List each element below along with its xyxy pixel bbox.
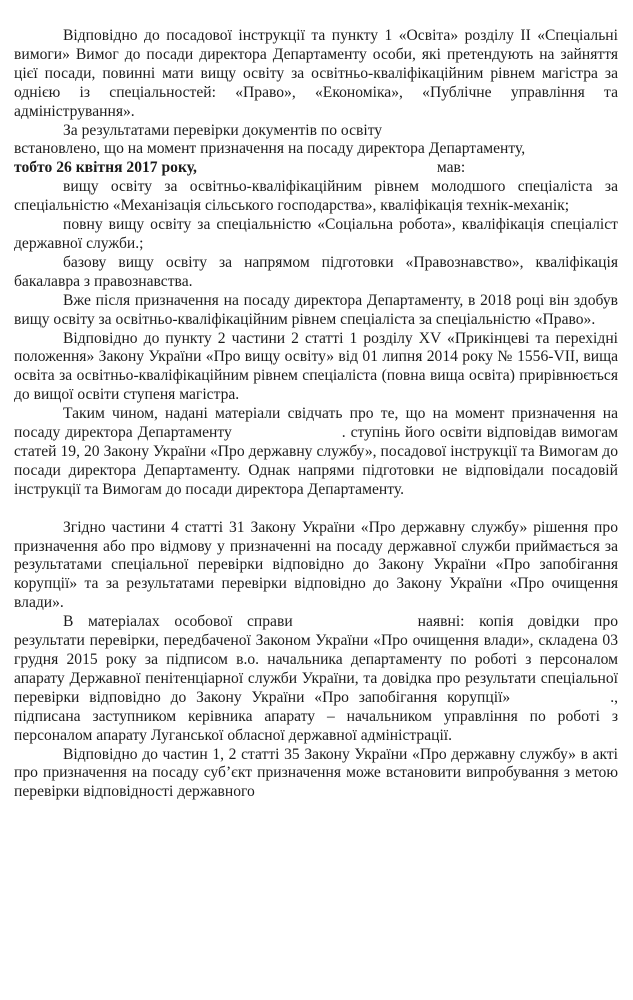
personal-file-text-end: ., підписана заступником керівника апарату – начальником управління по роботі з персоналом апарату Луганської обласної державної адміністрації. <box>14 688 618 744</box>
conclusion-text-end: . ступінь його освіти відповідав вимогам статей 19, 20 Закону України «Про державну службу», посадової інструкції та Вимогам до посади директора Департаменту. Однак напрями підготовки не відповідали посадовій інструкції та Вимогам до посади директора Департаменту. <box>14 424 618 498</box>
paragraph-junior-specialist: вищу освіту за освітньо-кваліфікаційним рівнем молодшого спеціаліста за спеціальністю «Механізація сільського господарства», кваліфікація технік-механік; <box>14 178 618 215</box>
conclusion-text-start: Таким чином, надані матеріали свідчать про те, що на момент призначення на посаду директора Департаменту <box>14 405 618 442</box>
paragraph-social-work: повну вищу освіту за спеціальністю «Соціальна робота», кваліфікація спеціаліст державної служби.; <box>14 216 618 252</box>
paragraph-education-requirements: Відповідно до посадової інструкції та пункту 1 «Освіта» розділу II «Спеціальні вимоги» Вимог до посади директора Департаменту особи, які претендують на зайняття цієї посади, повинні мати вищу освіту за освітньо-кваліфікаційним рівнем магістра за однією із спеціальностей: «Право», «Економіка», «Публічне управління та адміністрування». <box>14 27 618 120</box>
paragraph-article-35: Відповідно до частин 1, 2 статті 35 Закону України «Про державну службу» в акті про призначення на посаду суб’єкт призначення може встановити випробування з метою перевірки відповідності державного <box>14 745 618 801</box>
paragraph-document-check-result <box>14 140 618 178</box>
paragraph-conclusion <box>14 405 618 500</box>
document-body <box>14 27 618 802</box>
check-intro-text: За результатами перевірки документів по освіту <box>63 121 383 139</box>
had-label: мав: <box>436 159 466 177</box>
paragraph-personal-file <box>14 613 618 745</box>
paragraph-document-check-intro <box>14 122 618 141</box>
check-result-text: встановлено, що на момент призначення на посаду директора Департаменту, <box>14 140 526 158</box>
personal-file-text-middle: наявні: копія довідки про результати перевірки, передбаченої Законом України «Про очищення влади», складена 03 грудня 2015 року за підписом в.о. начальника департаменту по роботі з персоналом апарату Державної пенітенціарної служби України, та довідка про результати спеціальної перевірки відповідно до Закону України «Про запобігання корупції» <box>14 613 618 706</box>
personal-file-text-start: В матеріалах особової справи <box>63 613 293 631</box>
appointment-date-bold: тобто 26 квітня 2017 року, <box>14 159 197 177</box>
paragraph-after-appointment: Вже після призначення на посаду директора Департаменту, в 2018 році він здобув вищу освіту за освітньо-кваліфікаційним рівнем спеціаліста за спеціальністю «Право». <box>14 291 618 328</box>
paragraph-bachelor-law: базову вищу освіту за напрямом підготовки «Правознавство», кваліфікація бакалавра з правознавства. <box>14 253 618 290</box>
paragraph-higher-education-law: Відповідно до пункту 2 частини 2 статті 1 розділу XV «Прикінцеві та перехідні положення» Закону України «Про вищу освіту» від 01 липня 2014 року № 1556-VII, вища освіта за освітньо-кваліфікаційним рівнем спеціаліста (повна вища освіта) прирівнюється до вищої освіти ступеня магістра. <box>14 329 618 404</box>
paragraph-gap <box>14 500 618 519</box>
paragraph-article-31: Згідно частини 4 статті 31 Закону України «Про державну службу» рішення про призначення або про відмову у призначенні на посаду державної служби приймається за результатами спеціальної перевірки відповідно до Закону України «Про запобігання корупції» та за результатами перевірки відповідно до Закону України «Про очищення влади». <box>14 518 618 612</box>
